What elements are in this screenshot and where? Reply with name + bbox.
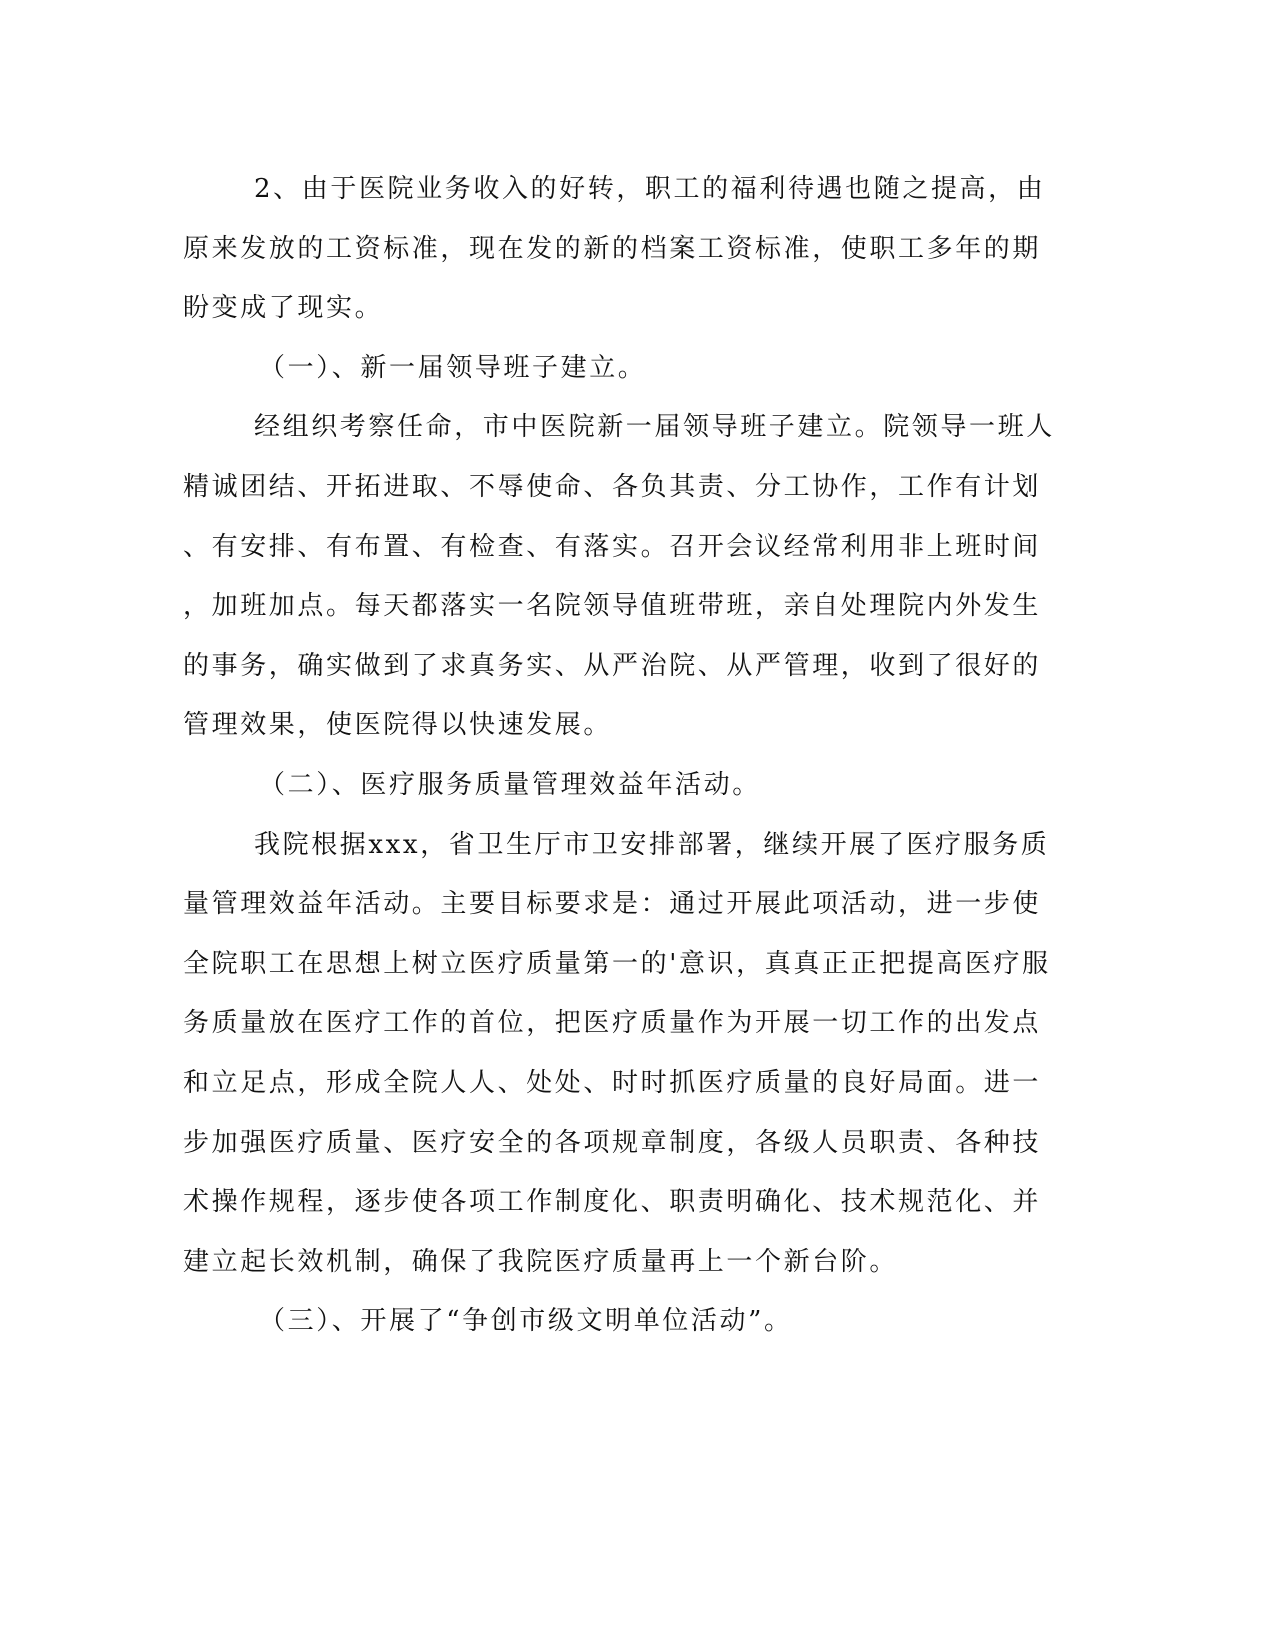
text-line: 的事务，确实做到了求真务实、从严治院、从严管理，收到了很好的 — [183, 650, 1042, 681]
text-line: 管理效果，使医院得以快速发展。 — [183, 710, 613, 741]
section-heading-civilized-unit — [183, 1292, 1045, 1352]
text-line: 原来发放的工资标准，现在发的新的档案工资标准，使职工多年的期 — [183, 233, 1042, 264]
heading-line: （一）、新一届领导班子建立。 — [259, 352, 647, 383]
text-line: 步加强医疗质量、医疗安全的各项规章制度，各级人员职责、各种技 — [183, 1127, 1042, 1158]
paragraph-income-benefits — [183, 160, 1045, 339]
section-heading-leadership — [183, 339, 1045, 399]
text-line: 建立起长效机制，确保了我院医疗质量再上一个新台阶。 — [183, 1246, 899, 1277]
text-line: 我院根据xxx，省卫生厅市卫安排部署，继续开展了医疗服务质 — [254, 829, 1050, 860]
text-line: 经组织考察任命，市中医院新一届领导班子建立。院领导一班人 — [254, 412, 1055, 443]
text-line: 和立足点，形成全院人人、处处、时时抓医疗质量的良好局面。进一 — [183, 1067, 1042, 1098]
text-line: 全院职工在思想上树立医疗质量第一的'意识，真真正正把提高医疗服 — [183, 948, 1051, 979]
text-line: 术操作规程，逐步使各项工作制度化、职责明确化、技术规范化、并 — [183, 1187, 1042, 1218]
text-line: 务质量放在医疗工作的首位，把医疗质量作为开展一切工作的出发点 — [183, 1008, 1042, 1039]
text-line: 盼变成了现实。 — [183, 293, 384, 324]
section-heading-quality-year — [183, 756, 1045, 816]
heading-line: （二）、医疗服务质量管理效益年活动。 — [259, 769, 761, 800]
text-line: 精诚团结、开拓进取、不辱使命、各负其责、分工协作，工作有计划 — [183, 471, 1042, 502]
paragraph-quality-year — [183, 816, 1051, 1293]
text-line: 2、由于医院业务收入的好转，职工的福利待遇也随之提高，由 — [254, 174, 1046, 204]
text-line: 、有安排、有布置、有检查、有落实。召开会议经常利用非上班时间 — [183, 531, 1042, 562]
document-body — [183, 160, 1055, 1352]
paragraph-leadership — [183, 398, 1055, 756]
text-line: 量管理效益年活动。主要目标要求是：通过开展此项活动，进一步使 — [183, 889, 1042, 920]
text-line: ，加班加点。每天都落实一名院领导值班带班，亲自处理院内外发生 — [183, 591, 1042, 622]
heading-line: （三）、开展了“争创市级文明单位活动”。 — [259, 1306, 793, 1337]
